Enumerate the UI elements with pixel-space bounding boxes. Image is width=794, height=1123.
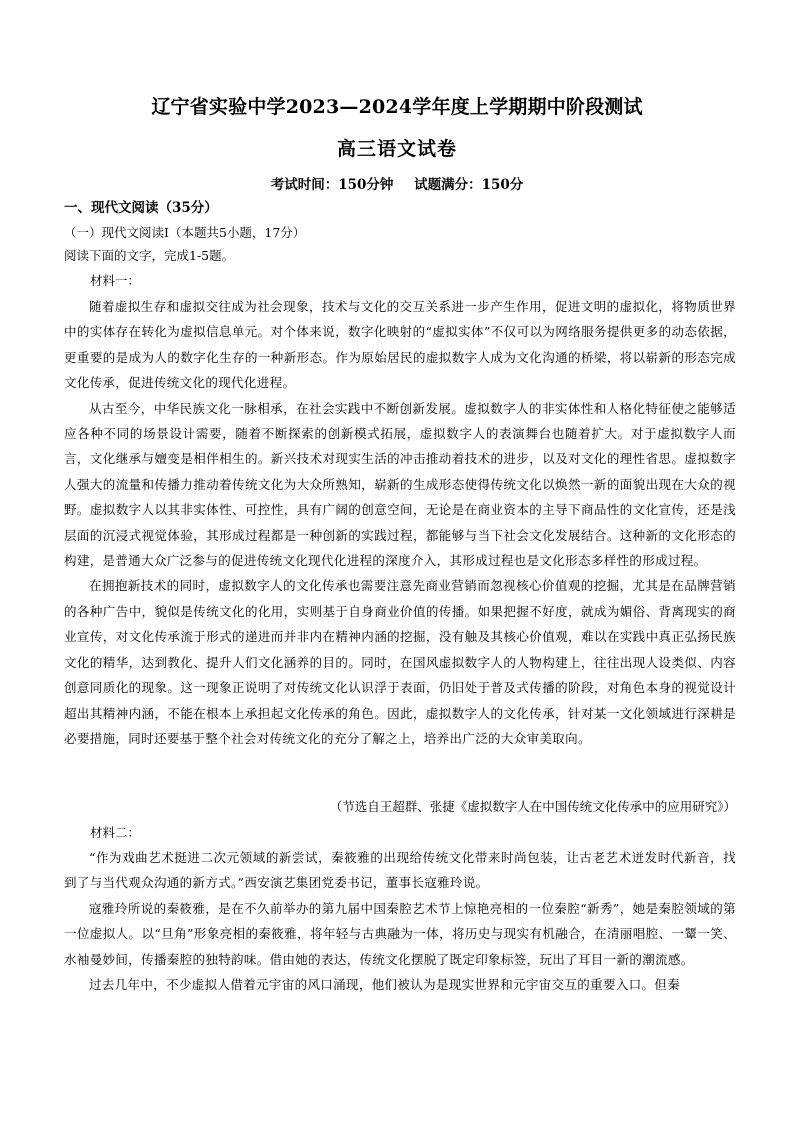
material-1-paragraph: 从古至今，中华民族文化一脉相承，在社会实践中不断创新发展。虚拟数字人的非实体性和人格化特征使之能够适应各种不同的场景设计需要，随着不断探索的创新模式拓展，虚拟数字人的表演舞台也随着扩大。对于虚拟数字人而言，文化继承与嬗变是相伴相生的。新兴技术对现实生活的冲击推动着技术的进步，以及对文化的理性省思。虚拟数字人强大的流量和传播力推动着传统文化为大众所熟知，崭新的生成形态使得传统文化以焕然一新的面貌出现在大众的视野。虚拟数字人以其非实体性、可控性，具有广阔的创意空间，无论是在商业资本的主导下商品性的文化宣传，还是浅层面的沉浸式视觉体验，其形成过程都是一种创新的实践过程，都能够与当下社会文化发展结合。这种新的文化形态的构建，是普通大众广泛参与的促进传统文化现代化进程的深度介入，其形成过程也是文化形态多样性的形成过程。 bbox=[64, 400, 736, 569]
exam-title: 辽宁省实验中学2023—2024学年度上学期期中阶段测试 bbox=[151, 96, 643, 118]
full-score: 试题满分：150分 bbox=[414, 177, 524, 193]
material-2-paragraph: “作为戏曲艺术挺进二次元领域的新尝试，秦筱雅的出现给传统文化带来时尚包装，让古老艺术迸发时代新音，找到了与当代观众沟通的新方式。”西安演艺集团党委书记，董事长寇雅玲说。 bbox=[64, 850, 736, 891]
material-1-body bbox=[64, 294, 736, 751]
exam-meta bbox=[0, 173, 794, 193]
material-1-paragraph: 随着虚拟生存和虚拟交往成为社会现象，技术与文化的交互关系进一步产生作用，促进文明的虚拟化，将物质世界中的实体存在转化为虚拟信息单元。对个体来说，数字化映射的“虚拟实体”不仅可以为网络服务提供更多的动态依据，更重要的是成为人的数字化生存的一种新形态。作为原始居民的虚拟数字人成为文化沟通的桥梁，将以崭新的形态完成文化传承，促进传统文化的现代化进程。 bbox=[64, 299, 736, 391]
material-2-label: 材料二： bbox=[90, 825, 141, 840]
exam-time: 考试时间：150分钟 bbox=[270, 177, 394, 193]
section-heading: 一、现代文阅读（35分） bbox=[64, 200, 218, 216]
sub-heading: （一）现代文阅读Ⅰ（本题共5小题，17分） bbox=[64, 225, 306, 240]
material-2-paragraph: 过去几年中，不少虚拟人借着元宇宙的风口涌现，他们被认为是现实世界和元宇宙交互的重要入口。但秦 bbox=[89, 977, 681, 993]
material-1-label: 材料一： bbox=[90, 273, 141, 288]
material-2-paragraph: 寇雅玲所说的秦筱雅，是在不久前举办的第九届中国秦腔艺术节上惊艳亮相的一位秦腔“新秀”，她是秦腔领域的第一位虚拟人。以“旦角”形象亮相的秦筱雅，将年轻与古典融为一体，将历史与现实有机融合，在清丽唱腔、一颦一笑、水袖曼妙间，传播秦腔的独特韵味。借由她的表达，传统文化摆脱了既定印象标签，玩出了耳目一新的潮流感。 bbox=[64, 900, 736, 967]
material-1-paragraph: 在拥抱新技术的同时，虚拟数字人的文化传承也需要注意先商业营销而忽视核心价值观的挖掘，尤其是在品牌营销的各种广告中，貌似是传统文化的化用，实则基于自身商业价值的传播。如果把握不好度，就成为媚俗、背离现实的商业宣传，对文化传承流于形式的递进而并非内在精神内涵的挖掘，没有触及其核心价值观，难以在实践中真正弘扬民族文化的精华，达到教化、提升人们文化涵养的目的。同时，在国风虚拟数字人的人物构建上，往往出现人设类似、内容创意同质化的现象。这一现象正说明了对传统文化认识浮于表面，仍旧处于普及式传播的阶段，对角色本身的视觉设计超出其精神内涵，不能在根本上承担起文化传承的角色。因此，虚拟数字人的文化传承，针对某一文化领域进行深耕是必要措施，同时还要基于整个社会对传统文化的充分了解之上，培养出广泛的大众审美取向。 bbox=[64, 578, 736, 746]
instruction: 阅读下面的文字，完成1-5题。 bbox=[64, 248, 235, 263]
exam-subtitle: 高三语文试卷 bbox=[336, 138, 457, 160]
material-2-body bbox=[64, 845, 736, 997]
material-1-source: （节选自王超群、张捷《虚拟数字人在中国传统文化传承中的应用研究》） bbox=[329, 799, 736, 814]
